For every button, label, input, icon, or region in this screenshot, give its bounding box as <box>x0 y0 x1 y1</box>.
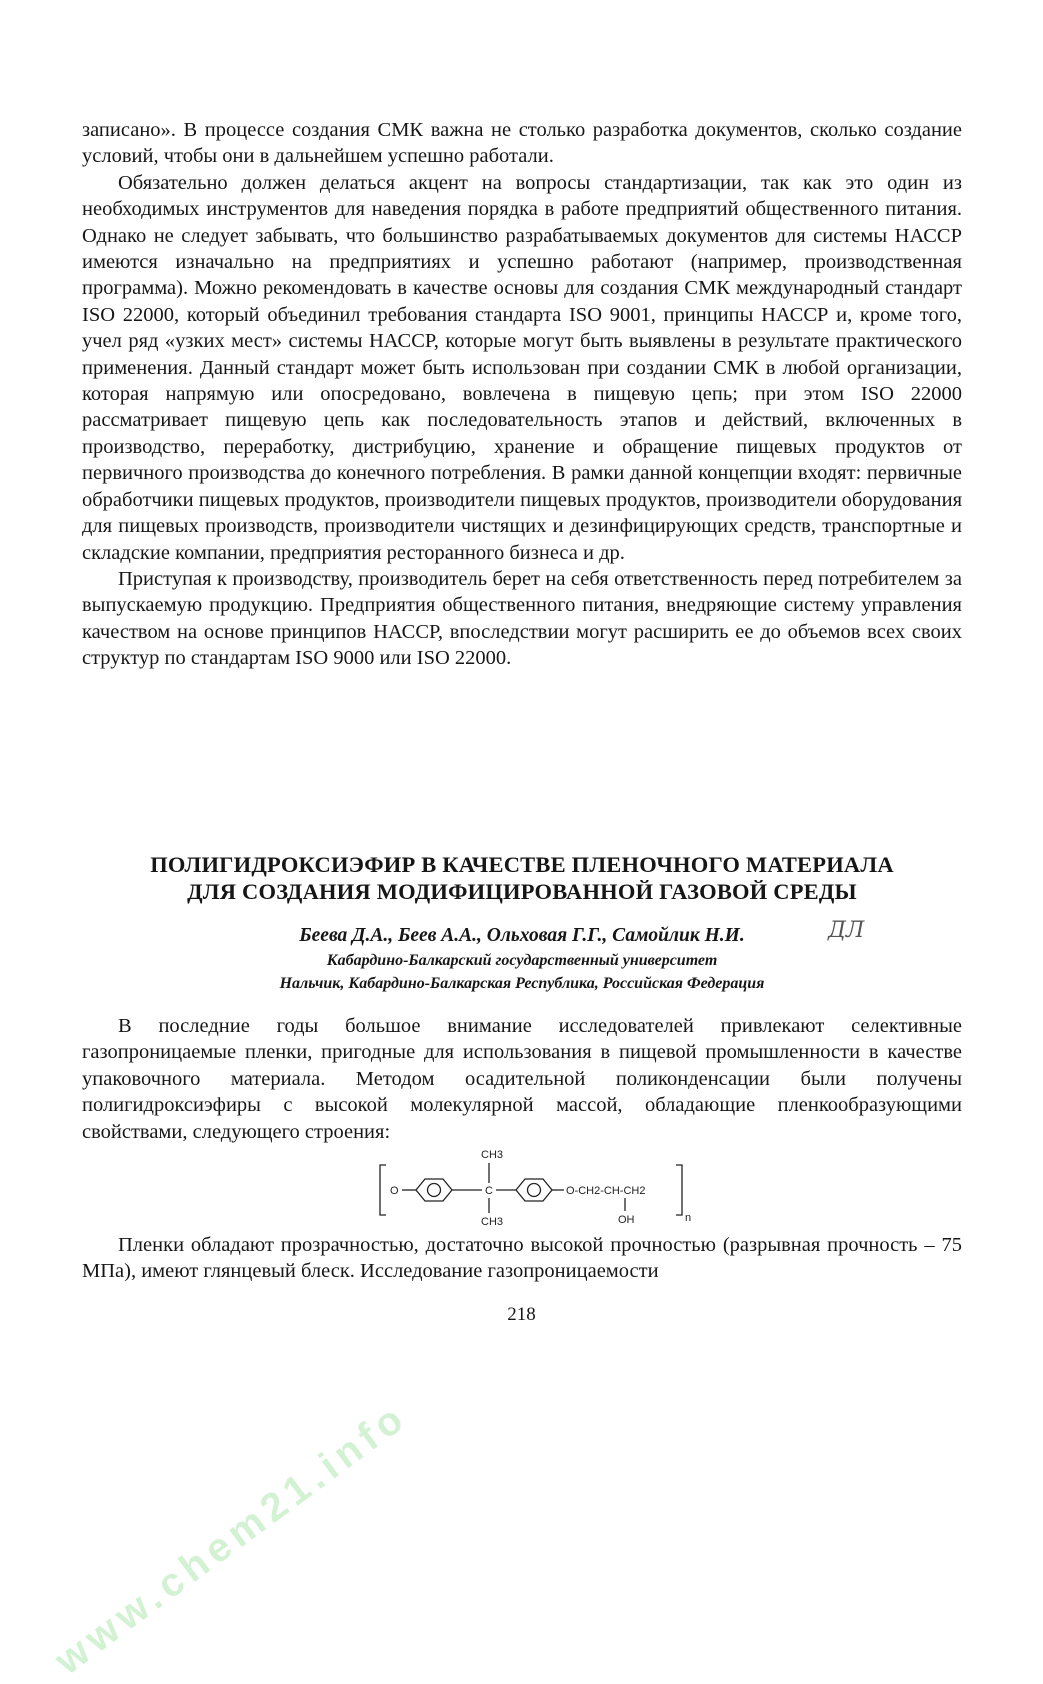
formula-hydroxyl: OH <box>618 1214 635 1226</box>
body-text-article-continued <box>82 1232 962 1285</box>
chemical-structure-formula <box>370 1143 710 1231</box>
paragraph: В последние годы большое внимание исследователей привлекают селективные газопроницаемые пленки, пригодные для использования в пищевой промышленности в качестве упаковочного материала. Методом осадительной поликонденсации были получены полигидроксиэфиры с высокой молекулярной массой, обладающие пленкообразующими свойствами, следующего строения: <box>82 1015 962 1143</box>
watermark: www.chem21.info <box>46 1394 416 1684</box>
article-title <box>82 851 962 905</box>
right-bracket <box>676 1165 682 1215</box>
formula-oxygen-left: O <box>390 1185 399 1197</box>
formula-carbon: C <box>485 1185 493 1197</box>
benzene-ring-2 <box>516 1179 552 1201</box>
handwritten-initials: ДЛ <box>828 918 865 943</box>
title-line: ПОЛИГИДРОКСИЭФИР В КАЧЕСТВЕ ПЛЕНОЧНОГО МАТЕРИАЛА <box>150 852 894 877</box>
formula-methyl-top: CH3 <box>481 1149 504 1161</box>
formula-subscript-n: n <box>685 1212 692 1224</box>
formula-methyl-bottom: CH3 <box>481 1216 504 1228</box>
paragraph: Приступая к производству, производитель берет на себя ответственность перед потребителем за выпускаемую продукцию. Предприятия общественного питания, внедряющие систему управления качеством на основе принципов НАССР, впоследствии могут расширить ее до объемов всех своих структур по стандартам ISO 9000 или ISO 22000. <box>82 567 962 670</box>
benzene-ring-1 <box>416 1179 452 1201</box>
body-text-top <box>82 117 962 672</box>
formula-ether-chain: O-CH2-CH-CH2 <box>566 1185 646 1197</box>
page-number: 218 <box>507 1304 536 1325</box>
paragraph: Обязательно должен делаться акцент на вопросы стандартизации, так как это один из необходимых инструментов для наведения порядка в работе предприятий общественного питания. Однако не следует забывать, что большинство разрабатываемых документов для системы НАССР имеются изначально на предприятиях и успешно работают (например, производственная программа). Можно рекомендовать в качестве основы для создания СМК международный стандарт ISO 22000, который объединил требования стандарта ISO 9001, принципы НАССР и, кроме того, учел ряд «узких мест» системы НАССР, которые могут быть выявлены в результате практического применения. Данный стандарт может быть использован при создании СМК в любой организации, которая напрямую или опосредовано, вовлечена в пищевую цепь; при этом ISO 22000 рассматривает пищевую цепь как последовательность этапов и действий, включенных в производство, переработку, дистрибуцию, хранение и обращение пищевых продуктов от первичного производства до конечного потребления. В рамки данной концепции входят: первичные обработчики пищевых продуктов, производители пищевых продуктов, производители оборудования для пищевых производств, производители чистящих и дезинфицирующих средств, транспортные и складские компании, предприятия ресторанного бизнеса и др. <box>82 171 962 564</box>
affiliation-university: Кабардино-Балкарский государственный университет <box>326 952 718 969</box>
affiliation-location: Нальчик, Кабардино-Балкарская Республика, Российская Федерация <box>279 975 765 992</box>
left-bracket <box>380 1165 386 1215</box>
paragraph: Пленки обладают прозрачностью, достаточно высокой прочностью (разрывная прочность – 75 МПа), имеют глянцевый блеск. Исследование газопроницаемости <box>82 1234 962 1283</box>
paragraph: записано». В процессе создания СМК важна не столько разработка документов, сколько создание условий, чтобы они в дальнейшем успешно работали. <box>82 119 962 168</box>
authors: Беева Д.А., Беев А.А., Ольховая Г.Г., Самойлик Н.И. <box>299 925 745 946</box>
title-line: ДЛЯ СОЗДАНИЯ МОДИФИЦИРОВАННОЙ ГАЗОВОЙ СРЕДЫ <box>187 879 857 904</box>
body-text-article <box>82 1013 962 1145</box>
